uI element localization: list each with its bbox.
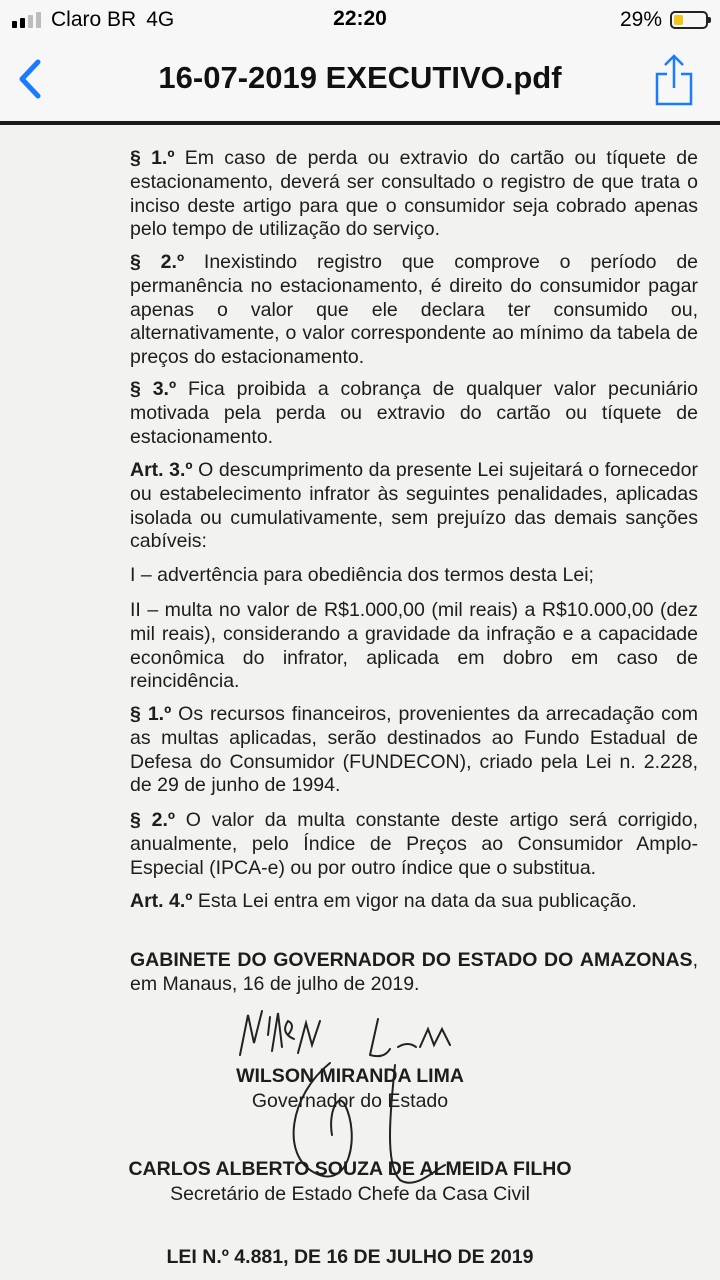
closing-statement: GABINETE DO GOVERNADOR DO ESTADO DO AMAZONAS, em Manaus, 16 de julho de 2019. [130,949,698,995]
signer-2-title: Secretário de Estado Chefe da Casa Civil [170,1183,530,1205]
pdf-page[interactable] [0,125,720,1280]
signer-1-title: Governador do Estado [251,1090,449,1112]
next-law-heading: LEI N.º 4.881, DE 16 DE JULHO DE 2019 [166,1246,534,1268]
document-title: 16-07-2019 EXECUTIVO.pdf [158,60,562,95]
paragraph-4: § 1.º Os recursos financeiros, provenientes da arrecadação com as multas aplicadas, serão destinados ao Fundo Estadual de Defesa do Consumidor (FUNDECON), criado pela Lei n. 2.228, de 29 de junho de 1994. [130,703,698,797]
navigation-bar [0,40,720,122]
article-4: Art. 4.º Esta Lei entra em vigor na data da sua publicação. [130,890,637,912]
clock: 22:20 [333,7,387,30]
article-3: Art. 3.º O descumprimento da presente Lei sujeitará o fornecedor ou estabelecimento infrator às seguintes penalidades, aplicadas isolada ou cumulativamente, sem prejuízo das demais sanções cabíveis: [130,459,698,553]
status-bar [0,0,720,40]
paragraph-5: § 2.º O valor da multa constante deste artigo será corrigido, anualmente, pelo Índice de Preços ao Consumidor Amplo-Especial (IPCA-e) ou por outro índice que o substitua. [130,809,698,879]
network-type: 4G [146,8,175,31]
share-button[interactable] [652,52,696,108]
signer-1-name: WILSON MIRANDA LIMA [236,1065,464,1087]
signer-2-name: CARLOS ALBERTO SOUZA DE ALMEIDA FILHO [128,1158,572,1180]
battery-percent: 29% [619,8,662,31]
battery-icon [670,11,708,29]
item-i: I – advertência para obediência dos termos desta Lei; [130,564,594,586]
status-right [620,8,708,32]
item-ii: II – multa no valor de R$1.000,00 (mil reais) a R$10.000,00 (dez mil reais), considerando a gravidade da infração e a capacidade econômica do infrator, aplicada em dobro em caso de reincidência. [130,599,698,693]
share-icon [652,52,696,108]
paragraph-1: § 1.º Em caso de perda ou extravio do cartão ou tíquete de estacionamento, deverá ser consultado o registro de que trata o inciso deste artigo para que o consumidor seja cobrado apenas pelo tempo de utilização do serviço. [130,147,698,241]
carrier-name: Claro BR [51,8,137,31]
paragraph-2: § 2.º Inexistindo registro que comprove o período de permanência no estacionamento, é direito do consumidor pagar apenas o valor que ele declara ter consumido ou, alternativamente, o valor correspondente ao mínimo da tabela de preços do estacionamento. [130,251,699,369]
paragraph-3: § 3.º Fica proibida a cobrança de qualquer valor pecuniário motivada pela perda ou extravio do cartão ou tíquete de estacionamento. [130,378,698,448]
